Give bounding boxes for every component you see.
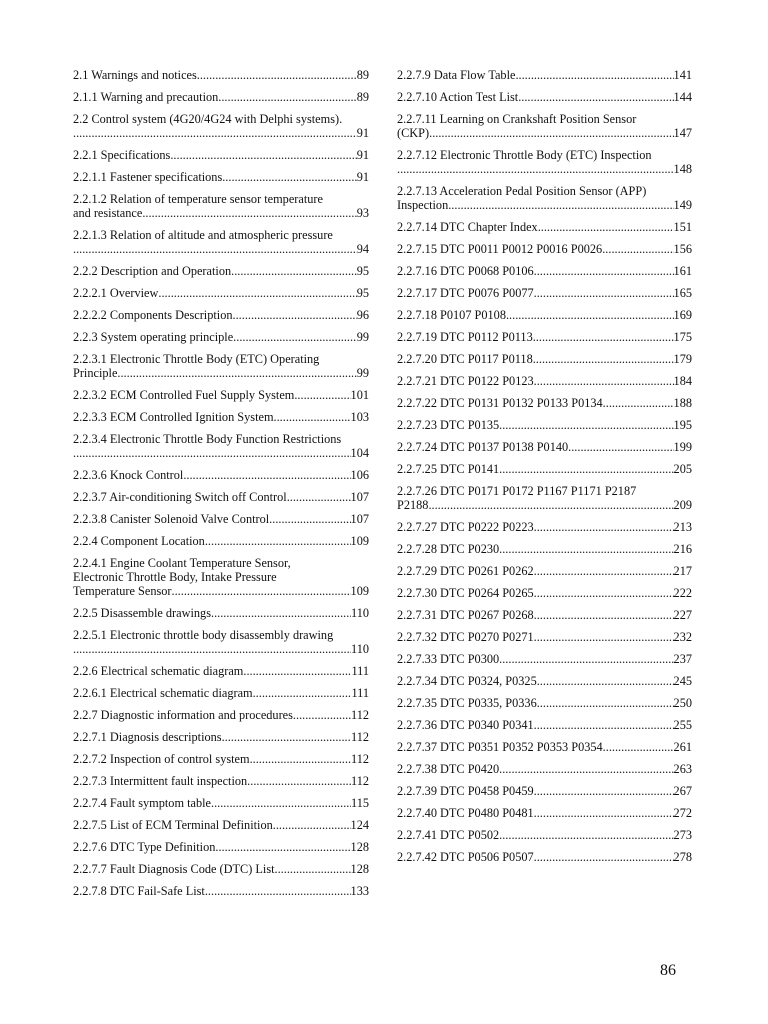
toc-entry-title-line: 2.2.1.2 Relation of temperature sensor temperature [73,192,323,206]
toc-entry-title: 2.2.4 Component Location [73,534,205,548]
toc-entry[interactable] [397,586,692,600]
toc-entry[interactable] [73,352,369,380]
toc-dot-leader [534,850,674,864]
toc-left-column [73,68,369,906]
toc-dot-leader [243,664,351,678]
toc-entry[interactable] [397,696,692,710]
toc-dot-leader [448,198,673,212]
toc-entry-page: 232 [673,630,692,644]
toc-entry-title: 2.2.7.27 DTC P0222 P0223 [397,520,534,534]
toc-entry[interactable] [397,264,692,278]
toc-entry-page: 112 [351,730,369,744]
toc-dot-leader [73,242,357,256]
toc-entry[interactable] [397,68,692,82]
toc-dot-leader [534,608,674,622]
toc-entry[interactable] [73,512,369,526]
toc-dot-leader [534,586,674,600]
toc-entry[interactable] [397,564,692,578]
toc-dot-leader [236,308,357,322]
toc-dot-leader [541,220,674,234]
toc-dot-leader [170,148,356,162]
toc-dot-leader [518,90,673,104]
toc-entry[interactable] [73,628,369,656]
toc-entry[interactable] [397,484,692,512]
toc-dot-leader [568,440,673,454]
toc-dot-leader [73,446,351,460]
toc-entry[interactable] [397,242,692,256]
toc-entry-page: 104 [350,446,369,460]
toc-entry-title: 2.2.6.1 Electrical schematic diagram [73,686,253,700]
toc-entry-title: 2.2.7.34 DTC P0324, P0325 [397,674,537,688]
toc-entry-title: 2.2.7.23 DTC P0135 [397,418,500,432]
toc-entry-title: 2.2.7.31 DTC P0267 P0268 [397,608,534,622]
toc-entry-title: 2.2.2.1 Overview [73,286,159,300]
toc-entry-page: 99 [356,366,369,380]
toc-entry-title: and resistance [73,206,143,220]
toc-entry-title: 2.2.7.1 Diagnosis descriptions [73,730,222,744]
toc-entry-page: 128 [350,840,369,854]
toc-entry-page: 112 [351,774,369,788]
toc-entry[interactable] [397,90,692,104]
toc-dot-leader [287,490,351,504]
toc-entry-title: 2.2.7.10 Action Test List [397,90,519,104]
toc-entry[interactable] [73,330,369,344]
toc-entry-title: 2.2.7.35 DTC P0335, P0336 [397,696,537,710]
toc-dot-leader [214,606,351,620]
toc-entry[interactable] [73,556,369,598]
toc-dot-leader [432,126,673,140]
toc-entry[interactable] [397,148,692,176]
toc-entry[interactable] [73,686,369,700]
toc-dot-leader [73,126,357,140]
toc-entry[interactable] [73,308,369,322]
toc-entry[interactable] [397,184,692,212]
toc-entry-page: 151 [673,220,692,234]
toc-dot-leader [499,542,673,556]
toc-entry-page: 169 [673,308,692,322]
toc-dot-leader [603,396,674,410]
toc-entry[interactable] [73,862,369,876]
toc-entry-title: 2.2.7.18 P0107 P0108 [397,308,506,322]
toc-dot-leader [231,264,357,278]
toc-dot-leader [294,388,350,402]
toc-entry[interactable] [73,774,369,788]
toc-dot-leader [602,242,673,256]
toc-entry-title: 2.2.7.14 DTC Chapter Index. [397,220,541,234]
toc-entry-page: 148 [673,162,692,176]
toc-entry[interactable] [73,730,369,744]
toc-entry[interactable] [397,308,692,322]
toc-entry[interactable] [397,674,692,688]
toc-entry-title: 2.2.7.28 DTC P0230 [397,542,500,556]
toc-entry-page: 128 [350,862,369,876]
toc-entry-page: 111 [351,664,369,678]
toc-entry-title: 2.2.3.7 Air-conditioning Switch off Control [73,490,287,504]
toc-entry[interactable] [397,220,692,234]
toc-entry-title: 2.2.1.1 Fastener specifications [73,170,223,184]
toc-entry-title: 2.2.7.19 DTC P0112 P0113 [397,330,533,344]
toc-dot-leader [293,708,351,722]
toc-entry-title-line: 2.2.5.1 Electronic throttle body disassembly drawing [73,628,334,642]
toc-entry-page: 110 [351,606,369,620]
toc-entry-title: 2.1.1 Warning and precaution [73,90,219,104]
toc-dot-leader [499,462,673,476]
toc-dot-leader [253,686,352,700]
toc-entry[interactable] [73,708,369,722]
toc-entry[interactable] [397,784,692,798]
toc-entry[interactable] [73,606,369,620]
toc-dot-leader [499,828,673,842]
toc-entry-page: 250 [673,696,692,710]
toc-dot-leader [197,68,357,82]
toc-entry[interactable] [397,828,692,842]
toc-entry-page: 156 [673,242,692,256]
toc-dot-leader [233,330,357,344]
toc-entry-title: Principle [73,366,118,380]
toc-entry-page: 217 [673,564,692,578]
toc-entry-page: 245 [673,674,692,688]
toc-entry-title-line: 2.2.1.3 Relation of altitude and atmospheric pressure [73,228,333,242]
toc-entry-page: 106 [350,468,369,482]
toc-entry-title: Temperature Sensor [73,584,172,598]
toc-dot-leader [533,330,674,344]
toc-entry-title: 2.2.7.36 DTC P0340 P0341 [397,718,534,732]
toc-dot-leader [142,206,356,220]
toc-dot-leader [211,796,351,810]
toc-entry-page: 89 [356,68,369,82]
toc-entry-title: 2.2.7.42 DTC P0506 P0507 [397,850,534,864]
toc-entry-page: 124 [350,818,369,832]
toc-entry-page: 95 [356,264,369,278]
toc-entry-page: 112 [351,752,369,766]
toc-entry-page: 263 [673,762,692,776]
toc-entry-page: 101 [350,388,369,402]
toc-entry[interactable] [397,718,692,732]
toc-entry-title-line: Electronic Throttle Body, Intake Pressure [73,570,277,584]
toc-entry[interactable] [73,148,369,162]
toc-dot-leader [534,806,674,820]
toc-dot-leader [222,730,351,744]
toc-entry[interactable] [397,396,692,410]
toc-dot-leader [218,90,356,104]
toc-entry-page: 109 [350,584,369,598]
toc-entry[interactable] [73,664,369,678]
toc-entry-page: 99 [356,330,369,344]
toc-dot-leader [247,774,351,788]
toc-entry-title: 2.2.7.38 DTC P0420 [397,762,500,776]
toc-entry-title: 2.2.7.37 DTC P0351 P0352 P0353 P0354 [397,740,603,754]
toc-dot-leader [117,366,356,380]
toc-entry-title: 2.2.7.3 Intermittent fault inspection [73,774,248,788]
toc-entry-title: 2.2.7.5 List of ECM Terminal Definition [73,818,273,832]
toc-entry-title: 2.2.3.3 ECM Controlled Ignition System [73,410,274,424]
toc-entry[interactable] [397,330,692,344]
toc-entry[interactable] [397,806,692,820]
toc-dot-leader [274,410,351,424]
toc-dot-leader [250,752,351,766]
toc-entry-title: 2.2.2 Description and Operation [73,264,232,278]
toc-entry-title: 2.2.6 Electrical schematic diagram [73,664,244,678]
toc-entry-page: 216 [673,542,692,556]
toc-entry[interactable] [397,462,692,476]
toc-dot-leader [269,512,350,526]
toc-entry-title: 2.2.3.8 Canister Solenoid Valve Control [73,512,270,526]
toc-entry-title: 2.2.7.17 DTC P0076 P0077 [397,286,534,300]
toc-entry-title: 2.2.5 Disassemble drawings. [73,606,215,620]
toc-entry-title-line: 2.2.7.11 Learning on Crankshaft Position Sensor [397,112,637,126]
toc-entry-title-line: 2.2.7.13 Acceleration Pedal Position Sensor (APP) [397,184,647,198]
toc-entry-page: 175 [673,330,692,344]
toc-entry-title: 2.2.2.2 Components Description. [73,308,236,322]
toc-entry-page: 165 [673,286,692,300]
toc-entry-title-line: 2.2.3.1 Electronic Throttle Body (ETC) Operating [73,352,320,366]
toc-dot-leader [397,162,674,176]
toc-dot-leader [534,520,674,534]
toc-entry-page: 110 [351,642,369,656]
toc-entry-page: 278 [673,850,692,864]
toc-dot-leader [172,584,351,598]
toc-entry-title: P2188 [397,498,429,512]
toc-entry[interactable] [397,740,692,754]
toc-entry-title: 2.2.7.15 DTC P0011 P0012 P0016 P0026 [397,242,603,256]
toc-entry[interactable] [73,228,369,256]
toc-entry-title: 2.2.7.8 DTC Fail-Safe List. [73,884,208,898]
toc-entry-page: 94 [356,242,369,256]
toc-dot-leader [534,286,674,300]
toc-dot-leader [534,718,674,732]
toc-dot-leader [499,418,673,432]
toc-entry-title: 2.2.7.39 DTC P0458 P0459 [397,784,534,798]
toc-dot-leader [506,308,674,322]
toc-entry[interactable] [397,608,692,622]
toc-entry-title: 2.2.7.6 DTC Type Definition [73,840,216,854]
toc-entry-title: 2.2.3.2 ECM Controlled Fuel Supply System [73,388,295,402]
toc-entry-page: 149 [673,198,692,212]
toc-entry-page: 222 [673,586,692,600]
toc-entry-page: 188 [673,396,692,410]
toc-entry-title-line: 2.2.4.1 Engine Coolant Temperature Sensor, [73,556,291,570]
toc-entry[interactable] [397,112,692,140]
toc-entry-page: 237 [673,652,692,666]
toc-entry[interactable] [397,286,692,300]
toc-dot-leader [208,884,351,898]
toc-dot-leader [533,352,674,366]
toc-entry-page: 91 [356,148,369,162]
toc-dot-leader [275,862,351,876]
toc-entry-page: 93 [356,206,369,220]
toc-dot-leader [534,264,674,278]
page-number: 86 [660,962,676,979]
toc-entry[interactable] [73,818,369,832]
toc-right-column [397,68,692,872]
toc-dot-leader [499,652,673,666]
toc-entry-title-line: 2.2.7.12 Electronic Throttle Body (ETC) Inspection [397,148,652,162]
toc-entry[interactable] [397,440,692,454]
toc-entry-page: 213 [673,520,692,534]
toc-entry-page: 144 [673,90,692,104]
toc-entry-title-line: 2.2.7.26 DTC P0171 P0172 P1167 P1171 P2187 [397,484,637,498]
toc-entry[interactable] [397,352,692,366]
toc-entry[interactable] [73,752,369,766]
toc-entry-page: 109 [350,534,369,548]
toc-dot-leader [515,68,673,82]
toc-entry-page: 111 [351,686,369,700]
toc-entry-page: 161 [673,264,692,278]
toc-dot-leader [222,170,356,184]
toc-entry-page: 133 [350,884,369,898]
toc-entry[interactable] [73,534,369,548]
toc-entry[interactable] [73,192,369,220]
toc-entry-title: 2.2.7.4 Fault symptom table [73,796,211,810]
toc-entry[interactable] [73,388,369,402]
toc-entry[interactable] [397,652,692,666]
toc-entry-page: 261 [673,740,692,754]
toc-entry-title: 2.2.7 Diagnostic information and procedures [73,708,293,722]
toc-entry-page: 184 [673,374,692,388]
toc-entry-title: 2.2.3.6 Knock Control [73,468,184,482]
toc-entry-title: 2.2.7.21 DTC P0122 P0123 [397,374,534,388]
toc-entry-page: 91 [356,126,369,140]
toc-entry-page: 103 [350,410,369,424]
toc-entry-page: 89 [356,90,369,104]
toc-dot-leader [603,740,674,754]
toc-entry-page: 209 [673,498,692,512]
toc-entry[interactable] [73,468,369,482]
toc-dot-leader [273,818,351,832]
toc-entry-title: 2.2.7.9 Data Flow Table [397,68,516,82]
toc-dot-leader [499,762,673,776]
toc-dot-leader [158,286,356,300]
toc-entry-page: 255 [673,718,692,732]
toc-entry-title: 2.2.7.41 DTC P0502 [397,828,500,842]
toc-entry-title: 2.2.7.22 DTC P0131 P0132 P0133 P0134 [397,396,603,410]
toc-dot-leader [215,840,350,854]
toc-entry[interactable] [73,112,369,140]
toc-entry-page: 267 [673,784,692,798]
toc-entry[interactable] [397,374,692,388]
toc-entry-page: 115 [351,796,369,810]
toc-entry-title: 2.2.7.7 Fault Diagnosis Code (DTC) List [73,862,275,876]
toc-dot-leader [73,642,351,656]
toc-entry-page: 141 [673,68,692,82]
toc-entry[interactable] [397,762,692,776]
toc-entry[interactable] [73,410,369,424]
toc-entry-page: 107 [350,490,369,504]
toc-entry-page: 273 [673,828,692,842]
toc-entry-page: 179 [673,352,692,366]
toc-entry-page: 195 [673,418,692,432]
toc-entry[interactable] [73,840,369,854]
toc-dot-leader [534,630,674,644]
toc-entry-title: 2.2.7.16 DTC P0068 P0106 [397,264,534,278]
toc-entry[interactable] [397,850,692,864]
toc-entry-title: 2.2.7.30 DTC P0264 P0265 [397,586,534,600]
toc-entry-page: 205 [673,462,692,476]
toc-entry[interactable] [73,90,369,104]
toc-entry-page: 107 [350,512,369,526]
toc-dot-leader [534,374,674,388]
toc-entry-title: 2.2.7.24 DTC P0137 P0138 P0140 [397,440,569,454]
toc-entry-page: 112 [351,708,369,722]
toc-entry-title: 2.2.7.33 DTC P0300 [397,652,500,666]
toc-entry-page: 95 [356,286,369,300]
toc-entry-title: 2.2.7.20 DTC P0117 P0118 [397,352,533,366]
toc-entry-title-line: 2.2 Control system (4G20/4G24 with Delphi systems). [73,112,343,126]
toc-entry-page: 91 [356,170,369,184]
toc-entry[interactable] [73,264,369,278]
toc-entry-title: 2.2.3 System operating principle [73,330,234,344]
toc-dot-leader [534,564,674,578]
toc-entry-title: 2.2.7.32 DTC P0270 P0271 [397,630,534,644]
toc-entry[interactable] [397,520,692,534]
toc-dot-leader [537,696,674,710]
toc-entry-title: (CKP). [397,126,433,140]
toc-entry-title: 2.2.7.29 DTC P0261 P0262 [397,564,534,578]
toc-entry-title: 2.2.7.40 DTC P0480 P0481 [397,806,534,820]
toc-dot-leader [428,498,673,512]
toc-entry[interactable] [397,542,692,556]
toc-entry[interactable] [73,170,369,184]
toc-entry-page: 147 [673,126,692,140]
toc-entry[interactable] [73,796,369,810]
toc-entry-title: 2.1 Warnings and notices [73,68,197,82]
toc-entry[interactable] [73,286,369,300]
toc-entry-page: 272 [673,806,692,820]
toc-dot-leader [183,468,350,482]
toc-entry-title: 2.2.7.25 DTC P0141 [397,462,500,476]
toc-dot-leader [537,674,674,688]
toc-entry-title: Inspection [397,198,449,212]
toc-entry-page: 227 [673,608,692,622]
toc-entry-title: 2.2.1 Specifications [73,148,171,162]
toc-entry-page: 96 [356,308,369,322]
toc-entry[interactable] [73,68,369,82]
toc-entry-title: 2.2.7.2 Inspection of control system [73,752,250,766]
toc-entry[interactable] [73,884,369,898]
toc-dot-leader [534,784,674,798]
toc-entry[interactable] [397,418,692,432]
toc-entry[interactable] [73,432,369,460]
toc-entry[interactable] [73,490,369,504]
toc-dot-leader [205,534,351,548]
toc-entry-title-line: 2.2.3.4 Electronic Throttle Body Function Restrictions [73,432,342,446]
toc-entry-page: 199 [673,440,692,454]
toc-entry[interactable] [397,630,692,644]
